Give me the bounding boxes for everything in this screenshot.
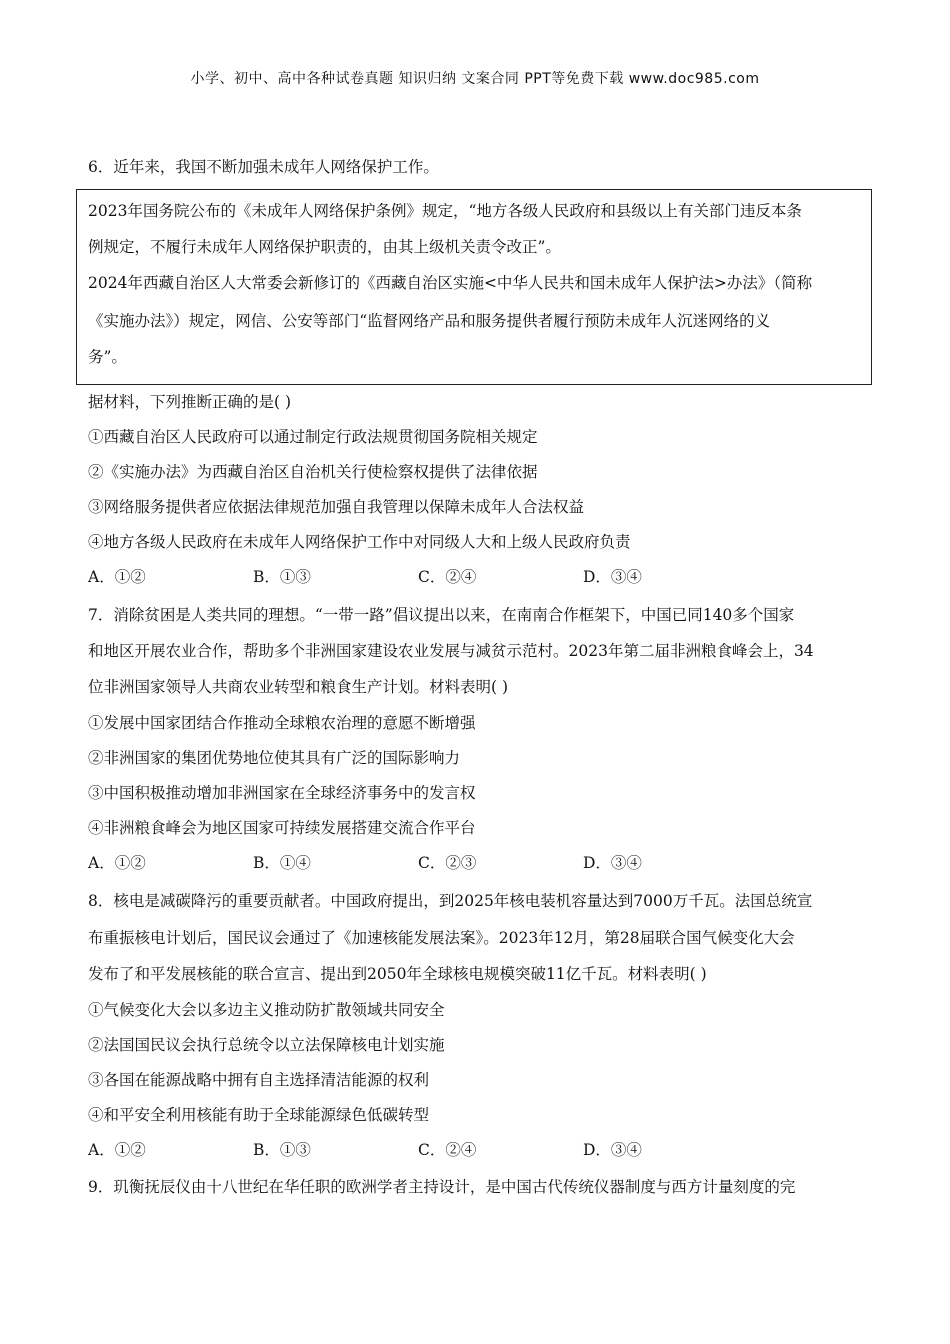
q8-option-b[interactable]: B．①③	[253, 1141, 311, 1159]
q7-item: ③中国积极推动增加非洲国家在全球经济事务中的发言权	[88, 784, 476, 802]
q6-item: ③网络服务提供者应依据法律规范加强自我管理以保障未成年人合法权益	[88, 498, 585, 516]
q8-stem-line: 发布了和平发展核能的联合宣言、提出到2050年全球核电规模突破11亿千瓦。材料表明( )	[88, 965, 707, 983]
q7-option-a[interactable]: A．①②	[88, 854, 146, 872]
q7-stem-line: 7．消除贫困是人类共同的理想。“一带一路”倡议提出以来，在南南合作框架下，中国已同140多个国家	[88, 606, 795, 624]
q8-item: ①气候变化大会以多边主义推动防扩散领域共同安全	[88, 1001, 445, 1019]
q6-material-line: 务”。	[88, 348, 127, 366]
q6-item: ①西藏自治区人民政府可以通过制定行政法规贯彻国务院相关规定	[88, 428, 538, 446]
q6-material-line: 《实施办法》）规定，网信、公安等部门“监督网络产品和服务提供者履行预防未成年人沉迷网络的义	[88, 312, 771, 330]
q7-stem-line: 和地区开展农业合作，帮助多个非洲国家建设农业发展与减贫示范村。2023年第二届非洲粮食峰会上，34	[88, 642, 814, 660]
q6-item: ④地方各级人民政府在未成年人网络保护工作中对同级人大和上级人民政府负责	[88, 533, 631, 551]
q6-prompt: 据材料，下列推断正确的是( )	[88, 393, 292, 411]
q6-material-line: 2023年国务院公布的《未成年人网络保护条例》规定，“地方各级人民政府和县级以上有关部门违反本条	[88, 202, 802, 220]
q6-option-c[interactable]: C．②④	[418, 568, 477, 586]
q8-item: ③各国在能源战略中拥有自主选择清洁能源的权利	[88, 1071, 430, 1089]
q7-option-d[interactable]: D．③④	[583, 854, 642, 872]
q8-stem-line: 8．核电是减碳降污的重要贡献者。中国政府提出，到2025年核电装机容量达到7000万千瓦。法国总统宣	[88, 892, 813, 910]
q8-option-d[interactable]: D．③④	[583, 1141, 642, 1159]
q7-option-c[interactable]: C．②③	[418, 854, 477, 872]
q7-item: ②非洲国家的集团优势地位使其具有广泛的国际影响力	[88, 749, 461, 767]
q9-stem: 9．玑衡抚辰仪由十八世纪在华任职的欧洲学者主持设计，是中国古代传统仪器制度与西方计量刻度的完	[88, 1178, 796, 1196]
page-header: 小学、初中、高中各种试卷真题 知识归纳 文案合同 PPT等免费下载 www.doc985.com	[190, 71, 760, 87]
q7-option-b[interactable]: B．①④	[253, 854, 311, 872]
q6-option-a[interactable]: A．①②	[88, 568, 146, 586]
q8-stem-line: 布重振核电计划后，国民议会通过了《加速核能发展法案》。2023年12月，第28届联合国气候变化大会	[88, 929, 795, 947]
q8-item: ④和平安全利用核能有助于全球能源绿色低碳转型	[88, 1106, 430, 1124]
q6-stem: 6．近年来，我国不断加强未成年人网络保护工作。	[88, 158, 439, 176]
q8-option-c[interactable]: C．②④	[418, 1141, 477, 1159]
q6-option-b[interactable]: B．①③	[253, 568, 311, 586]
q6-material-line: 2024年西藏自治区人大常委会新修订的《西藏自治区实施<中华人民共和国未成年人保护法>办法》（简称	[88, 274, 813, 292]
q8-option-a[interactable]: A．①②	[88, 1141, 146, 1159]
q7-item: ①发展中国家团结合作推动全球粮农治理的意愿不断增强	[88, 714, 476, 732]
q6-material-line: 例规定，不履行未成年人网络保护职责的，由其上级机关责令改正”。	[88, 238, 561, 256]
q6-option-d[interactable]: D．③④	[583, 568, 642, 586]
q7-item: ④非洲粮食峰会为地区国家可持续发展搭建交流合作平台	[88, 819, 476, 837]
q6-item: ②《实施办法》为西藏自治区自治机关行使检察权提供了法律依据	[88, 463, 538, 481]
q7-stem-line: 位非洲国家领导人共商农业转型和粮食生产计划。材料表明( )	[88, 678, 509, 696]
q8-item: ②法国国民议会执行总统令以立法保障核电计划实施	[88, 1036, 445, 1054]
